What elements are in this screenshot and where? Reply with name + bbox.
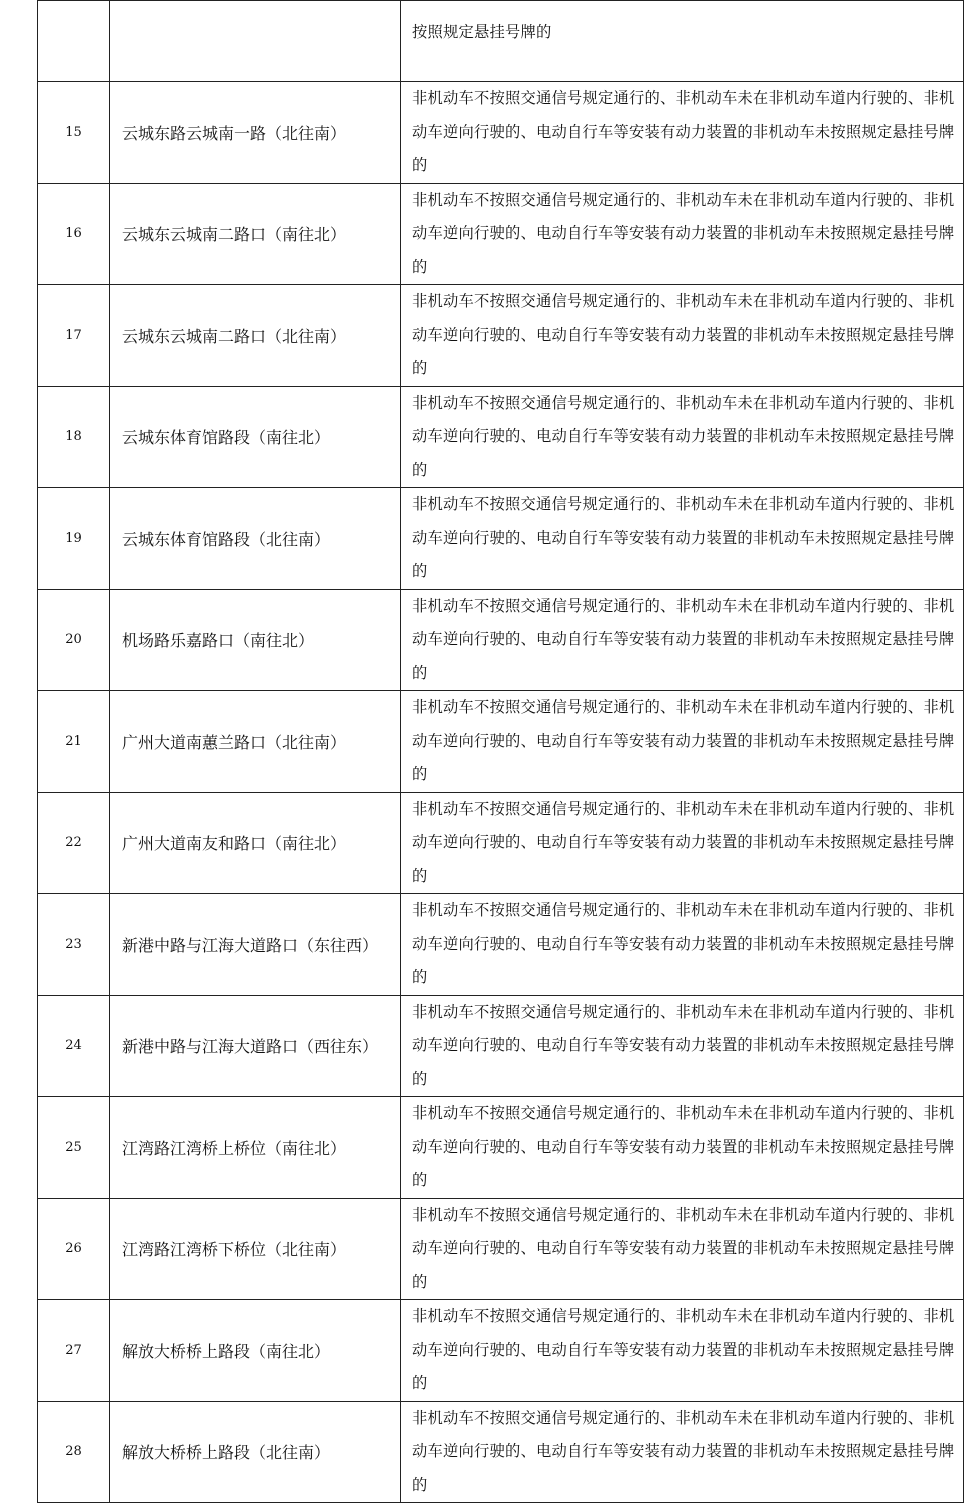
enforcement-locations-table-container <box>37 0 963 1503</box>
row-number-cell: 26 <box>38 1198 110 1300</box>
violation-description-cell: 非机动车不按照交通信号规定通行的、非机动车未在非机动车道内行驶的、非机动车逆向行驶的、电动自行车等安装有动力装置的非机动车未按照规定悬挂号牌的 <box>401 82 964 184</box>
table-row <box>38 1401 964 1503</box>
violation-description-cell: 按照规定悬挂号牌的 <box>401 1 964 82</box>
row-number-cell: 28 <box>38 1401 110 1503</box>
violation-description-cell: 非机动车不按照交通信号规定通行的、非机动车未在非机动车道内行驶的、非机动车逆向行驶的、电动自行车等安装有动力装置的非机动车未按照规定悬挂号牌的 <box>401 1401 964 1503</box>
table-row <box>38 589 964 691</box>
violation-description-cell: 非机动车不按照交通信号规定通行的、非机动车未在非机动车道内行驶的、非机动车逆向行驶的、电动自行车等安装有动力装置的非机动车未按照规定悬挂号牌的 <box>401 488 964 590</box>
row-number-cell: 23 <box>38 894 110 996</box>
violation-description-cell: 非机动车不按照交通信号规定通行的、非机动车未在非机动车道内行驶的、非机动车逆向行驶的、电动自行车等安装有动力装置的非机动车未按照规定悬挂号牌的 <box>401 894 964 996</box>
table-row <box>38 488 964 590</box>
row-number-cell: 18 <box>38 386 110 488</box>
table-row <box>38 1198 964 1300</box>
row-number-cell: 17 <box>38 285 110 387</box>
location-cell: 江湾路江湾桥下桥位（北往南） <box>110 1198 401 1300</box>
location-cell: 新港中路与江海大道路口（西往东） <box>110 995 401 1097</box>
location-cell: 解放大桥桥上路段（北往南） <box>110 1401 401 1503</box>
violation-description-cell: 非机动车不按照交通信号规定通行的、非机动车未在非机动车道内行驶的、非机动车逆向行驶的、电动自行车等安装有动力装置的非机动车未按照规定悬挂号牌的 <box>401 1198 964 1300</box>
table-body <box>38 1 964 1503</box>
row-number-cell: 25 <box>38 1097 110 1199</box>
table-row <box>38 1300 964 1402</box>
table-row-continuation <box>38 1 964 82</box>
table-row <box>38 183 964 285</box>
violation-description-cell: 非机动车不按照交通信号规定通行的、非机动车未在非机动车道内行驶的、非机动车逆向行驶的、电动自行车等安装有动力装置的非机动车未按照规定悬挂号牌的 <box>401 183 964 285</box>
table-row <box>38 995 964 1097</box>
table-row <box>38 1097 964 1199</box>
location-cell: 江湾路江湾桥上桥位（南往北） <box>110 1097 401 1199</box>
violation-description-cell: 非机动车不按照交通信号规定通行的、非机动车未在非机动车道内行驶的、非机动车逆向行驶的、电动自行车等安装有动力装置的非机动车未按照规定悬挂号牌的 <box>401 691 964 793</box>
row-number-cell: 15 <box>38 82 110 184</box>
table-row <box>38 82 964 184</box>
table-row <box>38 386 964 488</box>
location-cell: 新港中路与江海大道路口（东往西） <box>110 894 401 996</box>
table-row <box>38 691 964 793</box>
location-cell: 云城东体育馆路段（北往南） <box>110 488 401 590</box>
violation-description-cell: 非机动车不按照交通信号规定通行的、非机动车未在非机动车道内行驶的、非机动车逆向行驶的、电动自行车等安装有动力装置的非机动车未按照规定悬挂号牌的 <box>401 285 964 387</box>
location-cell: 云城东路云城南一路（北往南） <box>110 82 401 184</box>
enforcement-locations-table <box>37 0 964 1503</box>
row-number-cell: 24 <box>38 995 110 1097</box>
violation-description-cell: 非机动车不按照交通信号规定通行的、非机动车未在非机动车道内行驶的、非机动车逆向行驶的、电动自行车等安装有动力装置的非机动车未按照规定悬挂号牌的 <box>401 1097 964 1199</box>
row-number-cell: 19 <box>38 488 110 590</box>
location-cell: 机场路乐嘉路口（南往北） <box>110 589 401 691</box>
location-cell: 云城东体育馆路段（南往北） <box>110 386 401 488</box>
table-row <box>38 285 964 387</box>
row-number-cell: 20 <box>38 589 110 691</box>
violation-description-cell: 非机动车不按照交通信号规定通行的、非机动车未在非机动车道内行驶的、非机动车逆向行驶的、电动自行车等安装有动力装置的非机动车未按照规定悬挂号牌的 <box>401 1300 964 1402</box>
row-number-cell: 21 <box>38 691 110 793</box>
violation-description-cell: 非机动车不按照交通信号规定通行的、非机动车未在非机动车道内行驶的、非机动车逆向行驶的、电动自行车等安装有动力装置的非机动车未按照规定悬挂号牌的 <box>401 792 964 894</box>
row-number-cell: 22 <box>38 792 110 894</box>
location-cell: 云城东云城南二路口（南往北） <box>110 183 401 285</box>
location-cell: 解放大桥桥上路段（南往北） <box>110 1300 401 1402</box>
row-number-cell <box>38 1 110 82</box>
table-row <box>38 792 964 894</box>
row-number-cell: 27 <box>38 1300 110 1402</box>
location-cell: 广州大道南友和路口（南往北） <box>110 792 401 894</box>
violation-description-cell: 非机动车不按照交通信号规定通行的、非机动车未在非机动车道内行驶的、非机动车逆向行驶的、电动自行车等安装有动力装置的非机动车未按照规定悬挂号牌的 <box>401 386 964 488</box>
violation-description-cell: 非机动车不按照交通信号规定通行的、非机动车未在非机动车道内行驶的、非机动车逆向行驶的、电动自行车等安装有动力装置的非机动车未按照规定悬挂号牌的 <box>401 995 964 1097</box>
row-number-cell: 16 <box>38 183 110 285</box>
violation-description-cell: 非机动车不按照交通信号规定通行的、非机动车未在非机动车道内行驶的、非机动车逆向行驶的、电动自行车等安装有动力装置的非机动车未按照规定悬挂号牌的 <box>401 589 964 691</box>
location-cell: 云城东云城南二路口（北往南） <box>110 285 401 387</box>
table-row <box>38 894 964 996</box>
location-cell: 广州大道南蕙兰路口（北往南） <box>110 691 401 793</box>
location-cell <box>110 1 401 82</box>
